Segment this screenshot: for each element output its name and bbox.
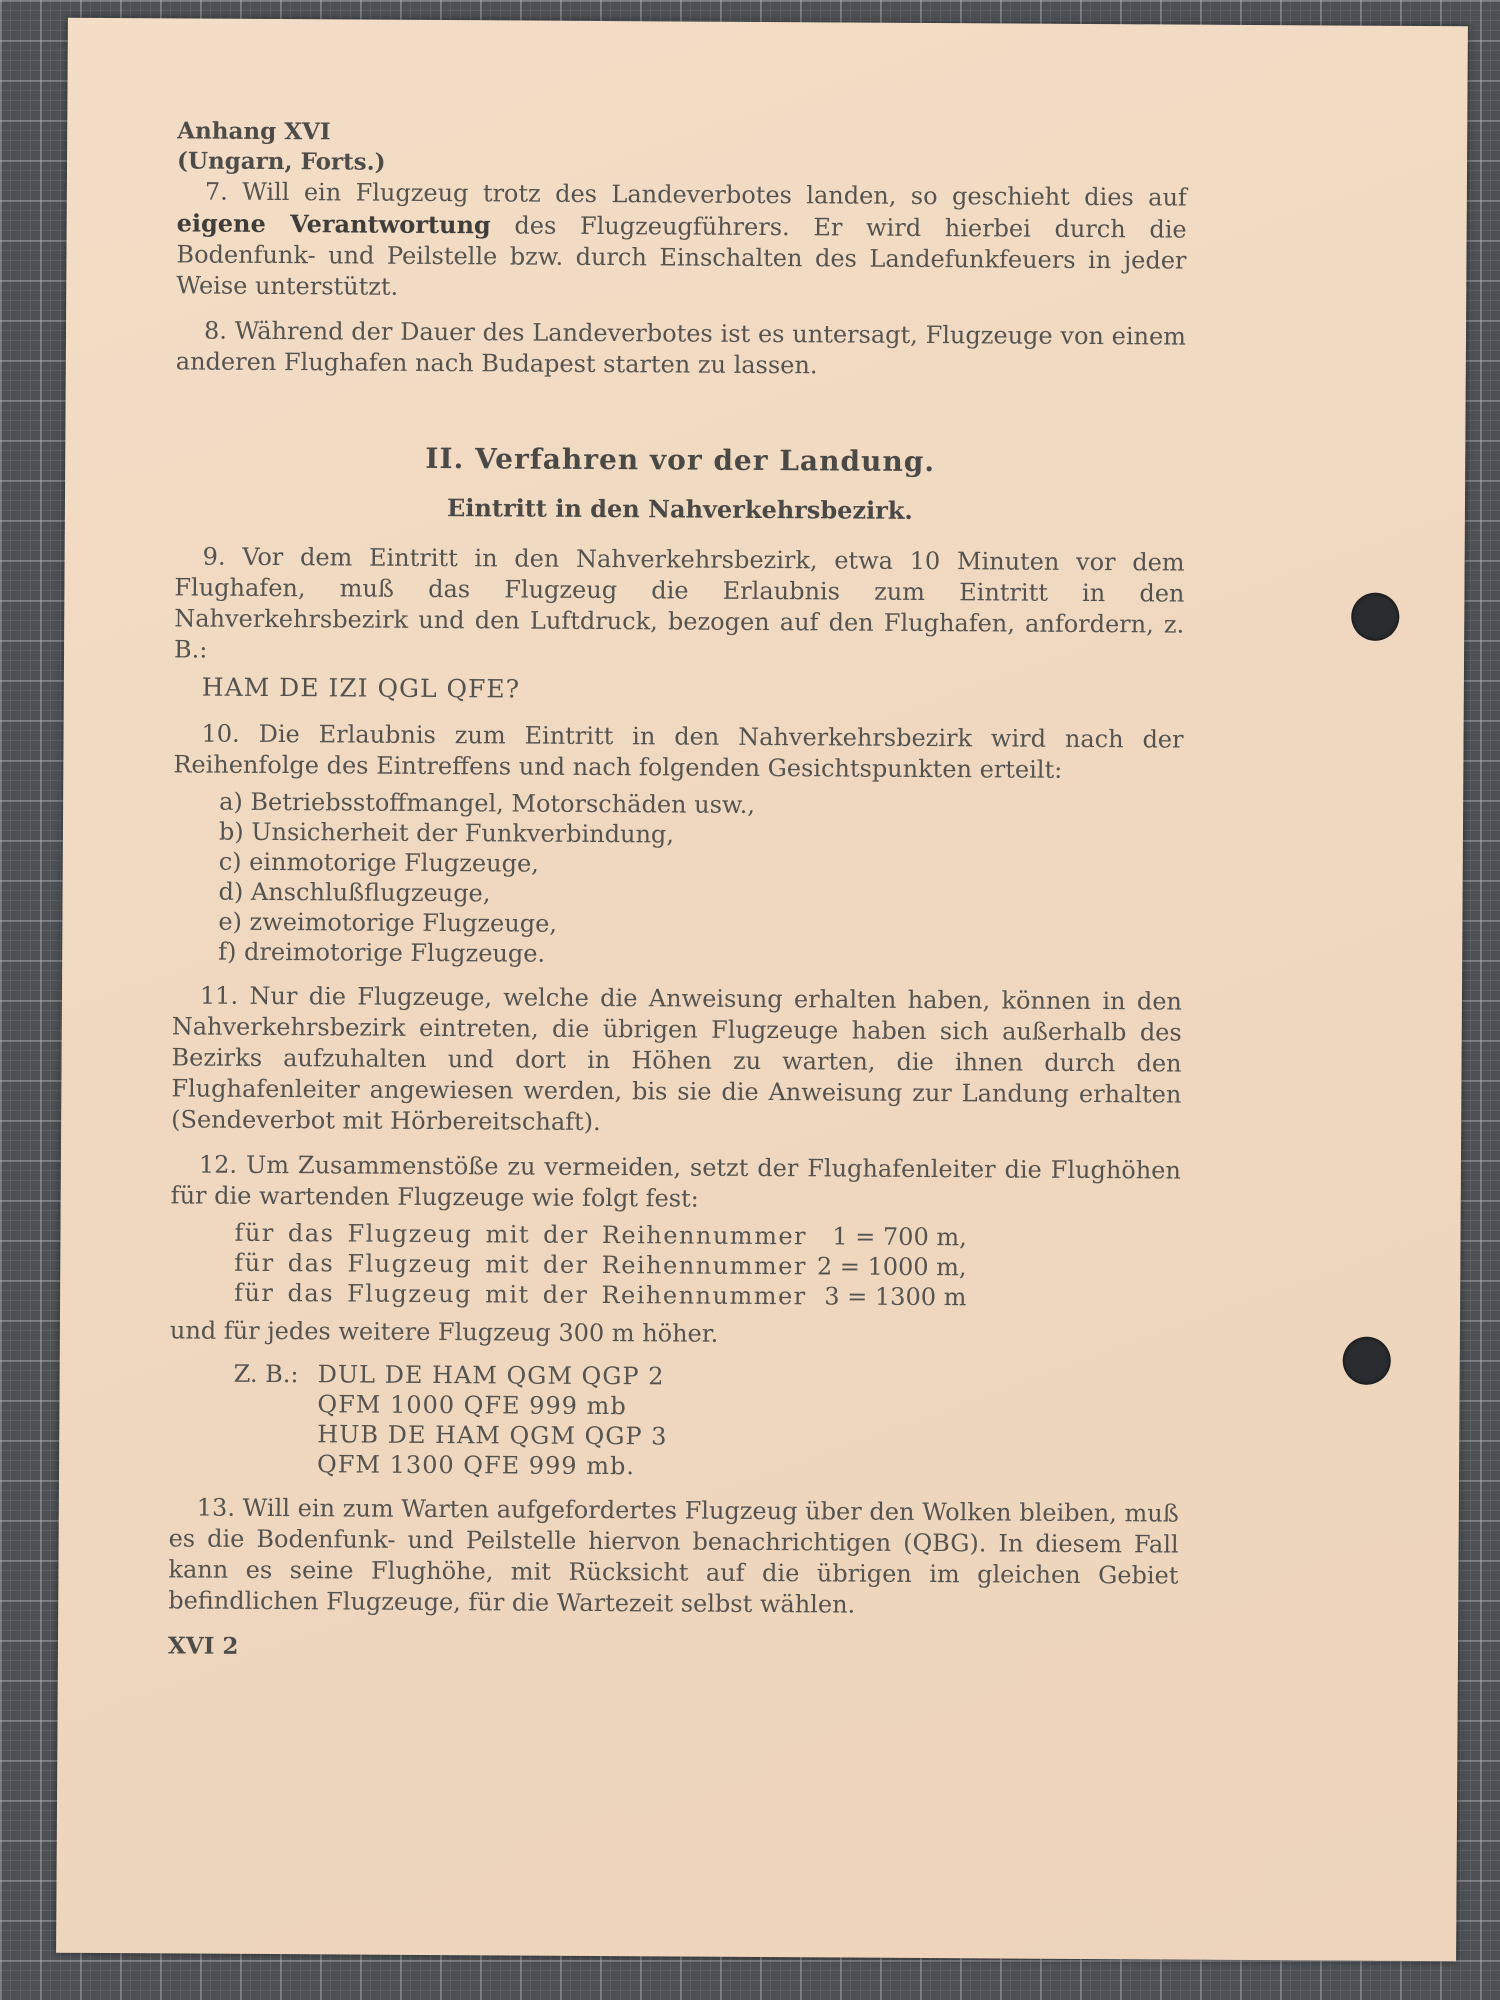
- altitude-phrase: für das Flugzeug mit der Reihennummer: [234, 1278, 807, 1311]
- table-row: [234, 1278, 966, 1312]
- paragraph-7-text-b: des Flugzeugführers. Er wird hierbei durch die Bodenfunk- und Peilstelle bzw. durch Einschalten des Landefunkfeuers in jeder Weise unterstützt.: [176, 211, 1187, 301]
- altitude-note: und für jedes weitere Flugzeug 300 m höher.: [169, 1316, 719, 1348]
- example-lines: [317, 1359, 668, 1481]
- appendix-header: Anhang XVI: [177, 117, 331, 146]
- example-line: QFM 1300 QFE 999 mb.: [317, 1450, 636, 1481]
- paragraph-9: 9. Vor dem Eintritt in den Nahverkehrsbezirk, etwa 10 Minuten vor dem Flughafen, muß das Flugzeug die Erlaubnis zum Eintritt in den Nahverkehrsbezirk und den Luftdruck, bezogen auf den Flughafen, anfordern, z. B.:: [173, 542, 1185, 664]
- altitude-phrase: für das Flugzeug mit der Reihennummer: [234, 1248, 807, 1281]
- page-content: [168, 116, 1187, 1667]
- list-item: e) zweimotorige Flugzeuge,: [218, 907, 558, 938]
- subsection-title: Eintritt in den Nahverkehrsbezirk.: [446, 493, 913, 525]
- priority-list: [218, 787, 1183, 973]
- list-item: b) Unsicherheit der Funkverbindung,: [218, 817, 675, 849]
- paragraph-7-bold: eigene Verantwortung: [176, 208, 491, 240]
- list-item: d) Anschlußflugzeuge,: [218, 877, 491, 908]
- list-item: c) einmotorige Flugzeuge,: [218, 847, 539, 878]
- example-block: [233, 1359, 1180, 1485]
- paragraph-13: 13. Will ein zum Warten aufgefordertes Flugzeug über den Wolken bleiben, muß es die Bodenfunk- und Peilstelle hiervon benachrichtigen (QBG). In diesem Fall kann es seine Flughöhe, mit Rücksicht auf die übrigen im gleichen Gebiet befindlichen Flugzeuge, für die Wartezeit selbst wählen.: [168, 1493, 1179, 1619]
- section-title: II. Verfahren vor der Landung.: [425, 441, 936, 479]
- list-item: a) Betriebsstoffmangel, Motorschäden usw.,: [219, 787, 756, 819]
- paragraph-12: 12. Um Zusammenstöße zu vermeiden, setzt der Flughafenleiter die Flughöhen für die wartenden Flugzeuge wie folgt fest:: [170, 1150, 1181, 1213]
- altitude-phrase: für das Flugzeug mit der Reihennummer: [234, 1218, 808, 1251]
- example-line: QFM 1000 QFE 999 mb: [317, 1390, 627, 1421]
- example-line: HUB DE HAM QGM QGP 3: [317, 1420, 668, 1451]
- appendix-subheader: (Ungarn, Forts.): [176, 147, 386, 176]
- paragraph-10: 10. Die Erlaubnis zum Eintritt in den Nahverkehrsbezirk wird nach der Reihenfolge des Eintreffens und nach folgenden Gesichtspunkten erteilt:: [173, 719, 1184, 784]
- punch-hole-bottom: [1343, 1337, 1391, 1385]
- altitude-value: 2 = 1000 m,: [816, 1252, 967, 1282]
- paragraph-7-text-a: 7. Will ein Flugzeug trotz des Landeverbotes landen, so geschieht dies auf: [204, 177, 1187, 212]
- altitude-table: [234, 1218, 967, 1312]
- document-page: [56, 18, 1468, 1962]
- example-line: DUL DE HAM QGM QGP 2: [317, 1360, 665, 1391]
- paragraph-11: 11. Nur die Flugzeuge, welche die Anweisung erhalten haben, können in den Nahverkehrsbezirk eintreten, die übrigen Flugzeuge haben sich außerhalb des Bezirks aufzuhalten und dort in Höhen zu warten, die ihnen durch den Flughafenleiter angewiesen werden, bis sie die Anweisung zur Landung erhalten (Sendeverbot mit Hörbereitschaft).: [171, 981, 1183, 1137]
- table-row: [234, 1218, 966, 1252]
- punch-hole-top: [1351, 593, 1399, 641]
- radio-code-request: HAM DE IZI QGL QFE?: [201, 672, 521, 704]
- paragraph-7: [176, 176, 1187, 307]
- altitude-value: 3 = 1300 m: [824, 1282, 967, 1312]
- page-footer: XVI 2: [167, 1632, 239, 1660]
- paragraph-8: 8. Während der Dauer des Landeverbotes ist es untersagt, Flugzeuge von einem anderen Flughafen nach Budapest starten zu lassen.: [175, 316, 1187, 380]
- list-item: f) dreimotorige Flugzeuge.: [218, 937, 546, 968]
- altitude-value: 1 = 700 m,: [832, 1222, 967, 1252]
- table-row: [234, 1248, 966, 1282]
- example-label: Z. B.:: [233, 1359, 299, 1389]
